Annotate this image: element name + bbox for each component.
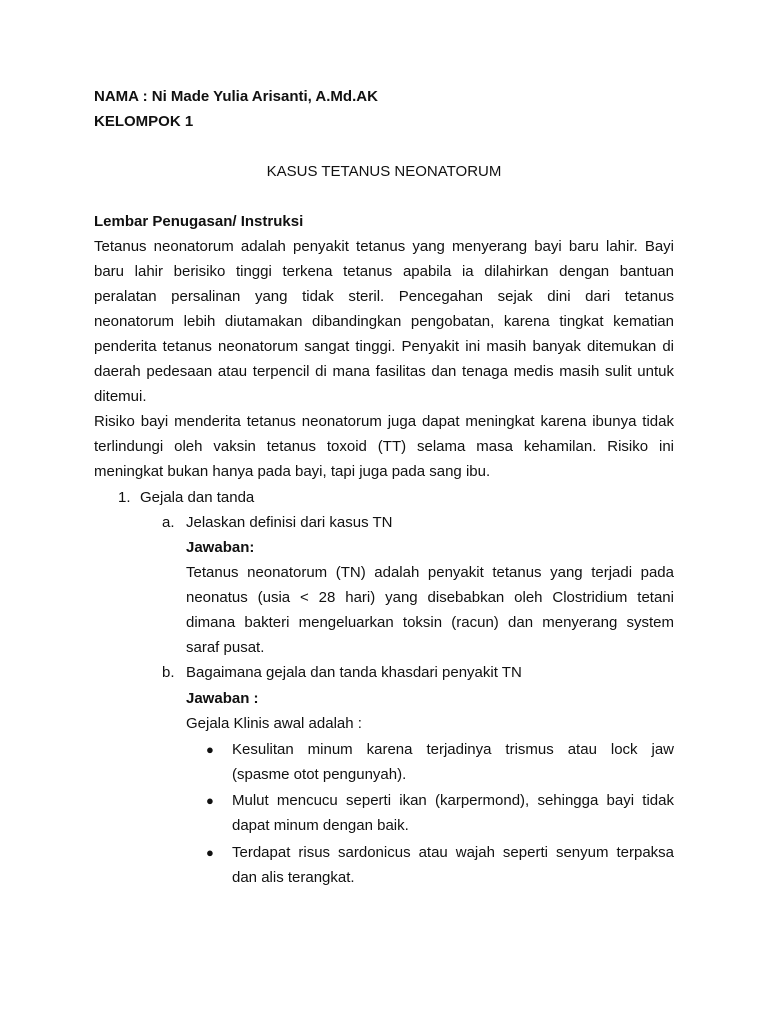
sublist-letter: b. [162, 664, 175, 681]
intro-p1-line: daerah pedesaan atau terpencil di mana fasilitas dan tenaga medis masih sulit untuk [94, 363, 674, 380]
intro-p1-line: neonatorum lebih diutamakan dibandingkan pengobatan, karena tingkat kematian [94, 313, 674, 330]
list-number: 1. [118, 489, 131, 506]
bullet-text: dapat minum dengan baik. [232, 817, 409, 834]
bullet-text: Terdapat risus sardonicus atau wajah seperti senyum terpaksa [232, 844, 674, 861]
intro-p1-line: peralatan persalinan yang tidak steril. Pencegahan sejak dini dari tetanus [94, 288, 674, 305]
bullet-text: Mulut mencucu seperti ikan (karpermond), sehingga bayi tidak [232, 792, 674, 809]
answer-line: neonatus (usia < 28 hari) yang disebabkan oleh Clostridium tetani [186, 589, 674, 606]
answer-label: Jawaban: [186, 539, 255, 556]
intro-p2-line: meningkat bukan hanya pada bayi, tapi juga pada sang ibu. [94, 463, 491, 480]
sublist-letter: a. [162, 514, 175, 531]
intro-p1-line: penderita tetanus neonatorum sangat tinggi. Penyakit ini masih banyak ditemukan di [94, 338, 674, 355]
question-text: Jelaskan definisi dari kasus TN [186, 514, 393, 531]
bullet-text: dan alis terangkat. [232, 869, 355, 886]
intro-p2-line: Risiko bayi menderita tetanus neonatorum juga dapat meningkat karena ibunya tidak [94, 413, 674, 430]
list-item-label: Gejala dan tanda [140, 489, 255, 506]
intro-p1-line: Tetanus neonatorum adalah penyakit tetanus yang menyerang bayi baru lahir. Bayi [94, 238, 674, 255]
bullet-text: Kesulitan minum karena terjadinya trismus atau lock jaw [232, 741, 674, 758]
intro-p1-line: ditemui. [94, 388, 147, 405]
intro-p1-line: baru lahir berisiko tinggi terkena tetanus apabila ia dilahirkan dengan bantuan [94, 263, 674, 280]
bullet-icon: ● [206, 793, 214, 808]
document-title: KASUS TETANUS NEONATORUM [266, 163, 502, 180]
intro-p2-line: terlindungi oleh vaksin tetanus toxoid (TT) selama masa kehamilan. Risiko ini [94, 438, 674, 455]
section-heading: Lembar Penugasan/ Instruksi [94, 213, 304, 230]
answer-intro: Gejala Klinis awal adalah : [186, 715, 362, 732]
answer-line: saraf pusat. [186, 639, 265, 656]
bullet-text: (spasme otot pengunyah). [232, 766, 407, 783]
answer-line: Tetanus neonatorum (TN) adalah penyakit tetanus yang terjadi pada [186, 564, 674, 581]
group-label: KELOMPOK 1 [94, 113, 194, 130]
bullet-icon: ● [206, 742, 214, 757]
answer-label: Jawaban : [186, 690, 259, 707]
bullet-icon: ● [206, 845, 214, 860]
author-name: NAMA : Ni Made Yulia Arisanti, A.Md.AK [94, 88, 378, 105]
answer-line: dimana bakteri mengeluarkan toksin (racun) dan menyerang system [186, 614, 674, 631]
question-text: Bagaimana gejala dan tanda khasdari penyakit TN [186, 664, 522, 681]
